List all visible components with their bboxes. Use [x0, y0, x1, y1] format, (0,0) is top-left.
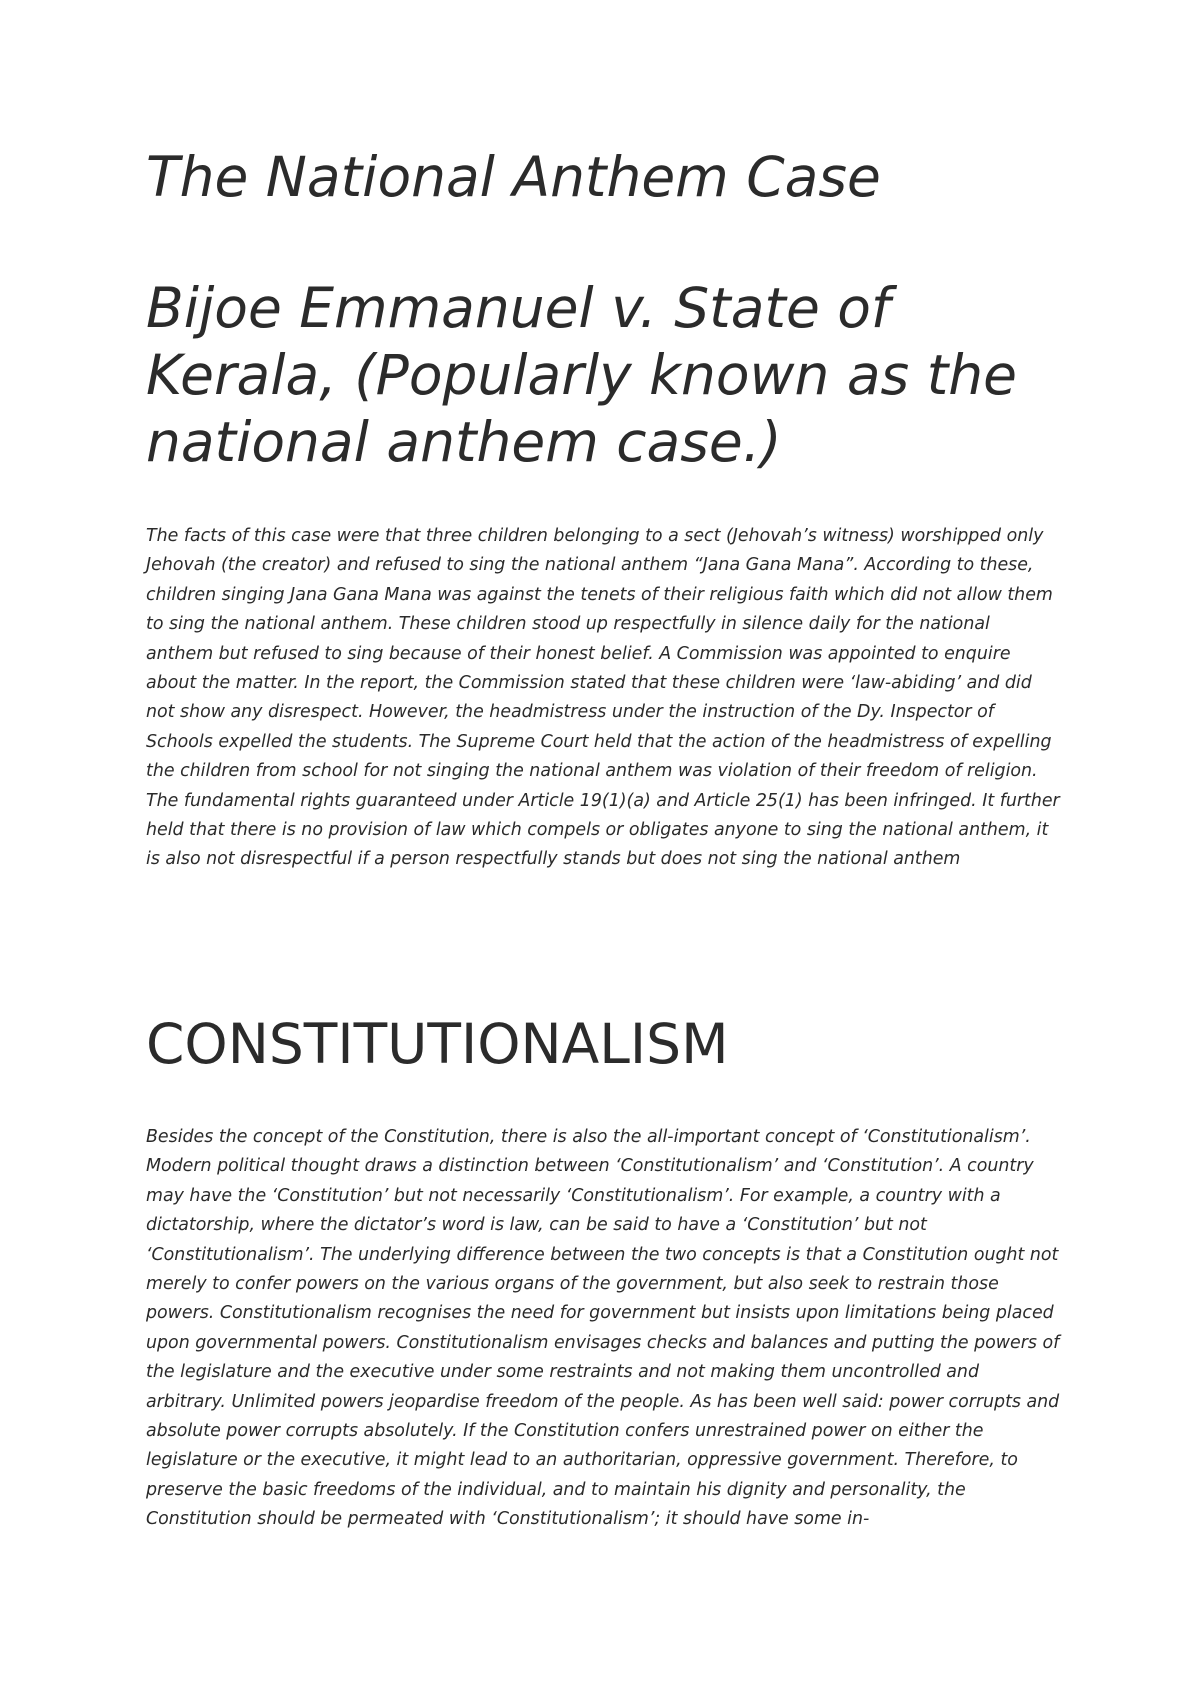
document-page	[146, 0, 1066, 1696]
case-heading: Bijoe Emmanuel v. State of Kerala, (Popularly known as the national anthem case.)	[146, 276, 1017, 474]
section-heading: CONSTITUTIONALISM	[146, 1012, 729, 1076]
case-paragraph: The facts of this case were that three children belonging to a sect (Jehovah’s witness) worshipped only Jehovah (the creator) and refused to sing the national anthem “Jana Gana Mana”. According to these, children singing Jana Gana Mana was against the tenets of their religious faith which did not allow them to sing the national anthem. These children stood up respectfully in silence daily for the national anthem but refused to sing because of their honest belief. A Commission was appointed to enquire about the matter. In the report, the Commission stated that these children were ‘law-abiding’ and did not show any disrespect. However, the headmistress under the instruction of the Dy. Inspector of Schools expelled the students. The Supreme Court held that the action of the headmistress of expelling the children from school for not singing the national anthem was violation of their freedom of religion. The fundamental rights guaranteed under Article 19(1)(a) and Article 25(1) has been infringed. It further held that there is no provision of law which compels or obligates anyone to sing the national anthem, it is also not disrespectful if a person respectfully stands but does not sing the national anthem	[146, 526, 1060, 870]
section-paragraph: Besides the concept of the Constitution, there is also the all-important concept of ‘Constitutionalism’. Modern political thought draws a distinction between ‘Constitutionalism’ and ‘Constitution’. A country may have the ‘Constitution’ but not necessarily ‘Constitutionalism’. For example, a country with a dictatorship, where the dictator’s word is law, can be said to have a ‘Constitution’ but not ‘Constitutionalism’. The underlying difference between the two concepts is that a Constitution ought not merely to confer powers on the various organs of the government, but also seek to restrain those powers. Constitutionalism recognises the need for government but insists upon limitations being placed upon governmental powers. Constitutionalism envisages checks and balances and putting the powers of the legislature and the executive under some restraints and not making them uncontrolled and arbitrary. Unlimited powers jeopardise freedom of the people. As has been well said: power corrupts and absolute power corrupts absolutely. If the Constitution confers unrestrained power on either the legislature or the executive, it might lead to an authoritarian, oppressive government. Therefore, to preserve the basic freedoms of the individual, and to maintain his dignity and personality, the Constitution should be permeated with ‘Constitutionalism’; it should have some in-	[146, 1127, 1060, 1530]
document-title: The National Anthem Case	[146, 145, 881, 209]
